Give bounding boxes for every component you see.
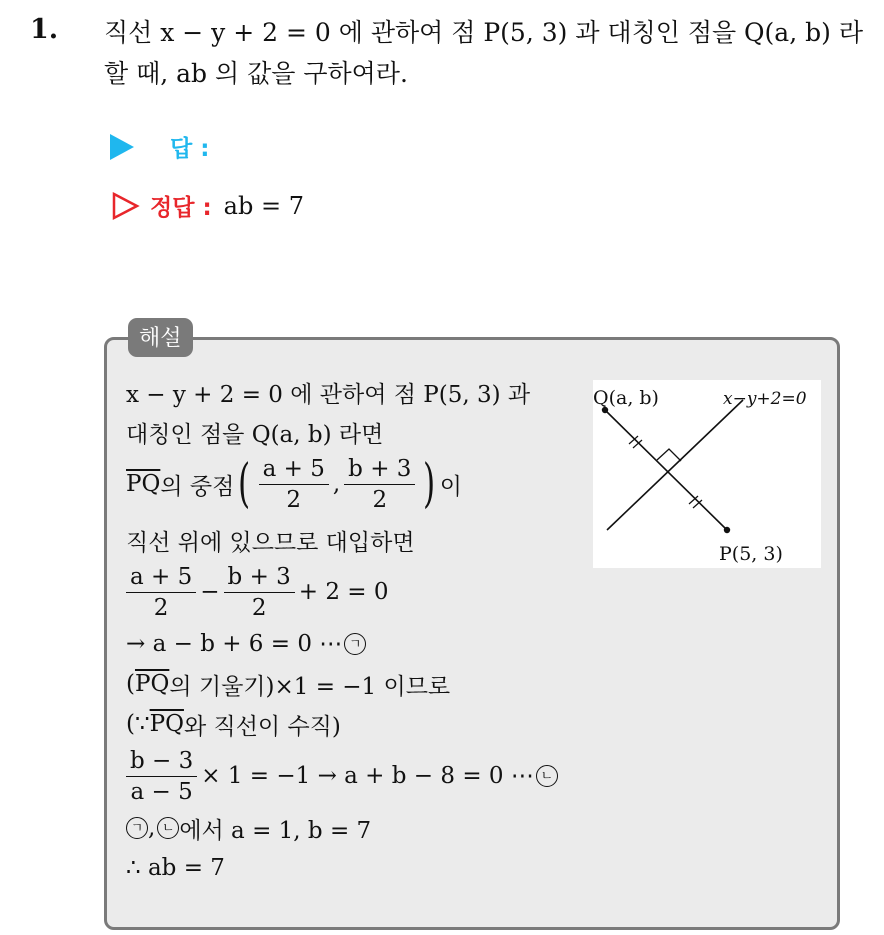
fraction: $\frac{a + 5}{2}$ bbox=[126, 564, 196, 621]
answer-blank-row bbox=[110, 130, 209, 163]
solution-line-perp: (∵ $\overline{PQ}$ 와 직선이 수직) bbox=[126, 711, 341, 740]
play-filled-icon bbox=[110, 134, 134, 160]
solution-tag: 해설 bbox=[128, 318, 193, 357]
answer-label: 답 : bbox=[170, 136, 210, 162]
fraction: $\frac{b + 3}{2}$ bbox=[344, 456, 415, 513]
fraction: $\frac{b - 3}{a - 5}$ bbox=[126, 748, 197, 805]
fraction: $\frac{a + 5}{2}$ bbox=[259, 456, 329, 513]
symmetry-diagram bbox=[593, 380, 821, 568]
label-p: P(5, 3) bbox=[719, 543, 783, 565]
solution-eq-1: $\frac{a + 5}{2}$ − $\frac{b + 3}{2}$ + 2 = 0 bbox=[126, 560, 586, 624]
solution-line-result: ㄱ , ㄴ 에서 a = 1, b = 7 bbox=[126, 808, 586, 848]
correct-answer-row bbox=[110, 189, 304, 222]
solution-eq-2: → a − b + 6 = 0 ⋯ ㄱ bbox=[126, 624, 586, 664]
solution-line-2: 대칭인 점을 Q(a, b) 라면 bbox=[126, 421, 384, 448]
solution-eq-3: $\frac{b - 3}{a - 5}$ × 1 = −1 → a + b − 8 = 0 ⋯ ㄴ bbox=[126, 744, 586, 808]
question-number: 1. bbox=[30, 14, 59, 45]
segment-pq: $\overline{PQ}$ bbox=[126, 471, 161, 497]
correct-answer-value: ab = 7 bbox=[223, 191, 304, 220]
circled-giyeok: ㄱ bbox=[344, 633, 366, 655]
circled-nieun: ㄴ bbox=[536, 765, 558, 787]
solution-body bbox=[126, 372, 586, 888]
solution-line-slope: ( $\overline{PQ}$ 의 기울기)×1 = −1 이므로 bbox=[126, 671, 451, 700]
solution-line-final: ∴ ab = 7 bbox=[126, 855, 225, 881]
fraction: $\frac{b + 3}{2}$ bbox=[224, 564, 295, 621]
correct-answer-label: 정답 : bbox=[150, 195, 212, 221]
solution-line-midpoint: $\overline{PQ}$ 의 중점 ( $\frac{a + 5}{2}$ , $\frac{b + 3}{2}$ ) 이 bbox=[126, 454, 462, 514]
solution-line-4: 직선 위에 있으므로 대입하면 bbox=[126, 529, 415, 556]
label-q: Q(a, b) bbox=[593, 387, 659, 409]
play-outline-icon bbox=[110, 191, 140, 221]
solution-line-1: x − y + 2 = 0 에 관하여 점 P(5, 3) 과 bbox=[126, 381, 531, 408]
question-text: 직선 x − y + 2 = 0 에 관하여 점 P(5, 3) 과 대칭인 점을 Q(a, b) 라 할 때, ab 의 값을 구하여라. bbox=[104, 18, 863, 88]
label-line: x−y+2=0 bbox=[723, 389, 807, 409]
